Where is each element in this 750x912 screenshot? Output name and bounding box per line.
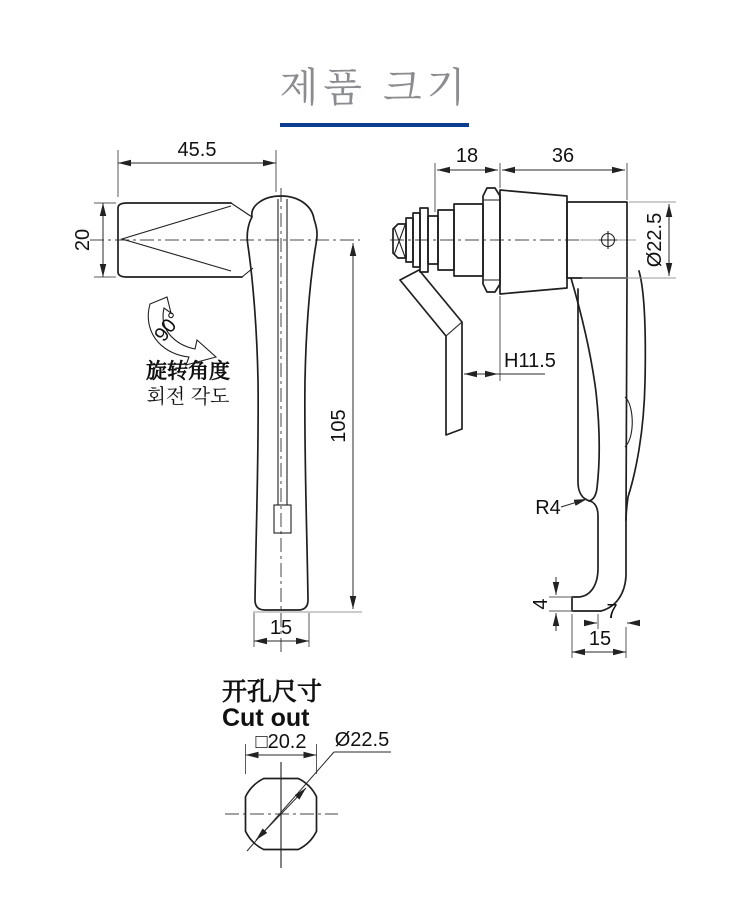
dim-cdia-arrow-down: [256, 814, 281, 840]
grip-front-sweep: [571, 278, 599, 501]
dim-7: [584, 601, 640, 629]
cutout-heading-zh: 开孔尺寸: [222, 678, 323, 706]
right-view: [390, 145, 676, 658]
dim-4: [530, 577, 573, 631]
dim-cdia-label: Ø22.5: [334, 729, 390, 751]
dim-sq-label: □20.2: [255, 731, 307, 753]
dim-45-5-label: 45.5: [177, 139, 217, 161]
dim-15r-label: 15: [588, 628, 612, 650]
dim-105-label: 105: [328, 409, 350, 443]
grip-outer-bulge: [626, 271, 645, 520]
cutout-heading-en: Cut out: [222, 704, 310, 732]
cutout-view: [222, 677, 391, 868]
grip-slot-lines: [278, 199, 287, 505]
cam-latch-bar: [400, 270, 462, 435]
dim-r4-leader: [561, 499, 587, 507]
dim-cdia-arrow-up: [281, 788, 306, 814]
left-view: [72, 139, 362, 656]
rotation-annotation: [146, 297, 230, 408]
dim-r4-label: R4: [535, 497, 561, 519]
grip-slot-end: [274, 505, 291, 533]
dim-36-label: 36: [551, 145, 575, 167]
body-drum: [500, 190, 567, 294]
dim-45-5: [118, 139, 276, 197]
dim-7-label: 7: [606, 601, 618, 623]
dim-18-label: 18: [455, 145, 479, 167]
cam-bend-line: [446, 322, 462, 336]
rotation-label-zh: 旋转角度: [146, 360, 230, 383]
dim-r4: [535, 497, 587, 519]
dim-h-label: H11.5: [504, 350, 556, 372]
dim-15-right: [572, 614, 626, 658]
screw-cross-recess: [394, 225, 405, 257]
handle-shaft-chevron: [122, 206, 231, 271]
dim-15-left-label: 15: [269, 617, 293, 639]
rotation-angle-label: 90°: [150, 308, 187, 346]
center-mark-cross: [599, 231, 617, 249]
rotation-label-ko: 회전 각도: [146, 386, 230, 408]
dim-dia-label: Ø22.5: [644, 212, 666, 268]
dim-20-label: 20: [72, 228, 94, 252]
handle-grip-outline: [247, 196, 317, 610]
dim-h11-5: [464, 296, 556, 381]
page-title: 제품 크기: [279, 66, 471, 110]
dim-4-label: 4: [530, 598, 552, 610]
